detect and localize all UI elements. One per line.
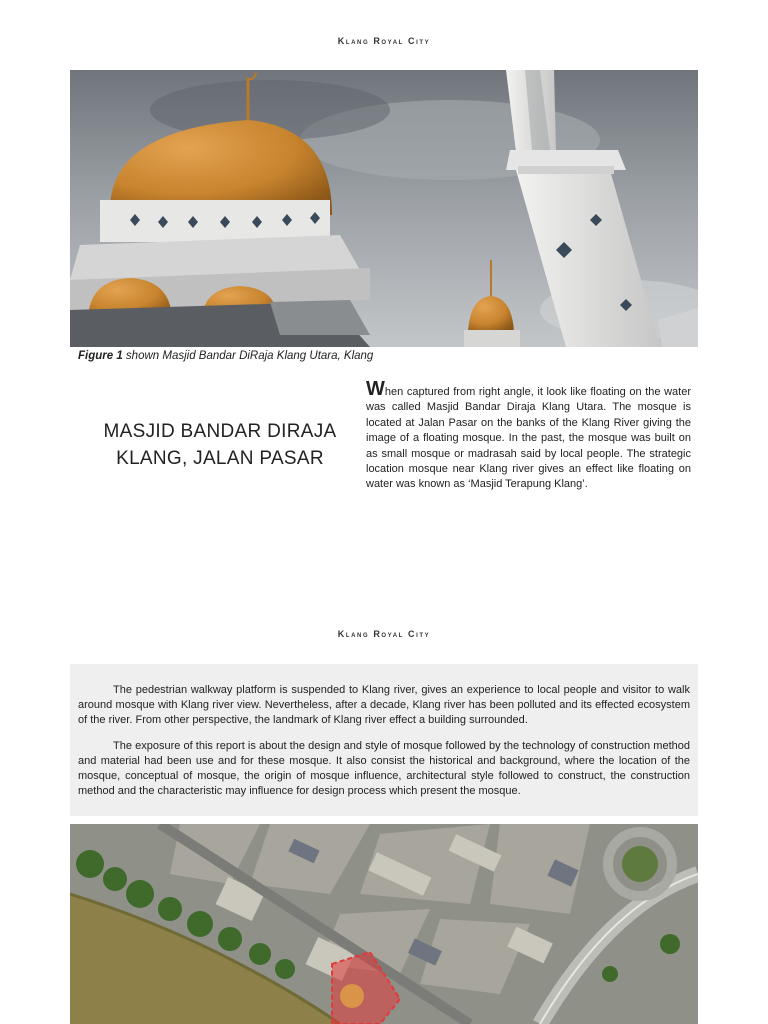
section-title xyxy=(70,418,370,472)
drop-cap: W xyxy=(366,378,385,400)
intro-text: hen captured from right angle, it look like floating on the water was called Masjid Bandar Diraja Klang Utara. The mosque is located at Jalan Pasar on the banks of the Klang River giving the image of a floating mosque. In the past, the mosque was built on as small mosque or madrasah said by local people. The strategic location mosque near Klang river gives an effect like floating on water was known as ‘Masjid Terapung Klang’. xyxy=(366,386,691,491)
body-text-box xyxy=(70,664,698,816)
figure-caption-text: shown Masjid Bandar DiRaja Klang Utara, Klang xyxy=(122,350,374,362)
running-header: Klang Royal City xyxy=(337,36,431,46)
intro-paragraph xyxy=(366,378,691,493)
body-paragraph: The exposure of this report is about the design and style of mosque followed by the technology of construction method and material had been use and for these mosque. It also consist the historical and background, where the location of the mosque, conceptual of mosque, the origin of mosque influence, architectural style followed to construct, the construction method and the characteristic may influence for design process which present the mosque. xyxy=(78,740,690,797)
mosque-photo xyxy=(70,70,698,347)
body-paragraph: The pedestrian walkway platform is suspended to Klang river, gives an experience to local people and visitor to walk around mosque with Klang river view. Nevertheless, after a decade, Klang river has been polluted and its effected ecosystem of the river. From other perspective, the landmark of Klang river effect a building surrounded. xyxy=(78,684,690,726)
section-title-line1: MASJID BANDAR DIRAJA xyxy=(103,421,337,442)
section-title-line2: KLANG, JALAN PASAR xyxy=(116,448,324,469)
running-header-page2: Klang Royal City xyxy=(337,629,431,639)
figure-label: Figure 1 xyxy=(78,350,123,362)
aerial-site-photo xyxy=(70,824,698,1024)
figure-caption xyxy=(78,350,373,362)
